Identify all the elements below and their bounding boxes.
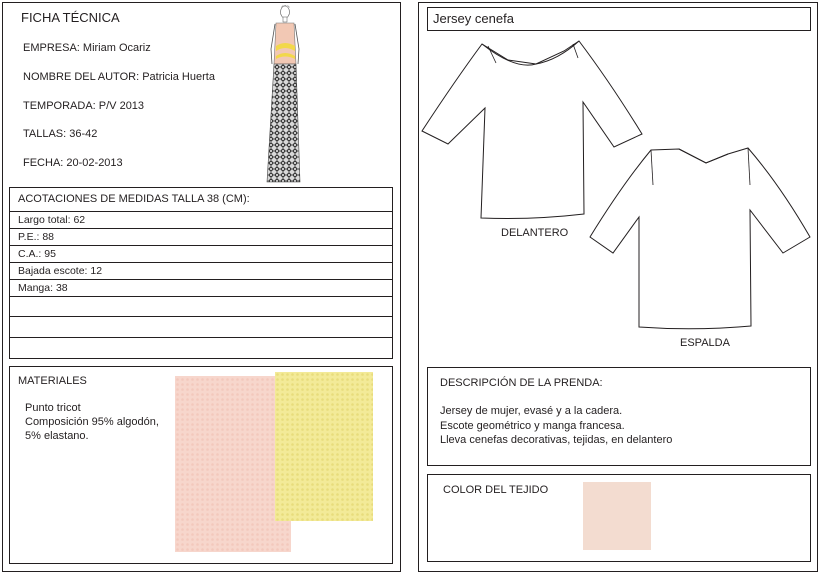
company-field: EMPRESA: Miriam Ocariz bbox=[23, 42, 151, 54]
table-cell: C.A.: 95 bbox=[18, 248, 56, 260]
fabric-swatch-images bbox=[175, 372, 375, 552]
materials-heading: MATERIALES bbox=[18, 375, 87, 387]
table-cell: Bajada escote: 12 bbox=[18, 265, 103, 277]
season-field: TEMPORADA: P/V 2013 bbox=[23, 100, 145, 112]
table-row bbox=[9, 280, 393, 297]
author-field: NOMBRE DEL AUTOR: Patricia Huerta bbox=[23, 71, 215, 83]
date-field: FECHA: 20-02-2013 bbox=[23, 157, 123, 169]
description-line: Lleva cenefas decorativas, tejidas, en delantero bbox=[440, 434, 673, 446]
measurements-heading: ACOTACIONES DE MEDIDAS TALLA 38 (CM): bbox=[18, 193, 250, 205]
model-illustration bbox=[262, 4, 306, 186]
table-row bbox=[9, 212, 393, 229]
description-line: Jersey de mujer, evasé y a la cadera. bbox=[440, 405, 623, 417]
materials-line: Composición 95% algodón, bbox=[25, 416, 159, 428]
table-row bbox=[9, 297, 393, 317]
pink-knit-swatch bbox=[175, 376, 291, 552]
sheet-title: FICHA TÉCNICA bbox=[21, 10, 120, 25]
materials-line: Punto tricot bbox=[25, 402, 81, 414]
back-label: ESPALDA bbox=[680, 337, 730, 349]
table-row bbox=[9, 338, 393, 359]
table-cell: Manga: 38 bbox=[18, 282, 68, 294]
table-row bbox=[9, 263, 393, 280]
materials-line: 5% elastano. bbox=[25, 430, 89, 442]
yellow-knit-swatch bbox=[275, 372, 373, 521]
back-flat-sketch bbox=[588, 145, 813, 331]
description-line: Escote geométrico y manga francesa. bbox=[440, 420, 625, 432]
fabric-color-swatch bbox=[583, 482, 651, 550]
garment-title: Jersey cenefa bbox=[433, 11, 514, 26]
table-row bbox=[9, 246, 393, 263]
table-cell: P.E.: 88 bbox=[18, 231, 55, 243]
description-heading: DESCRIPCIÓN DE LA PRENDA: bbox=[440, 377, 603, 389]
fabric-color-heading: COLOR DEL TEJIDO bbox=[443, 484, 549, 496]
sizes-field: TALLAS: 36-42 bbox=[23, 128, 98, 140]
front-label: DELANTERO bbox=[501, 227, 569, 239]
table-cell: Largo total: 62 bbox=[18, 214, 86, 226]
table-row bbox=[9, 317, 393, 338]
measurements-heading-row bbox=[9, 187, 393, 212]
table-row bbox=[9, 229, 393, 246]
